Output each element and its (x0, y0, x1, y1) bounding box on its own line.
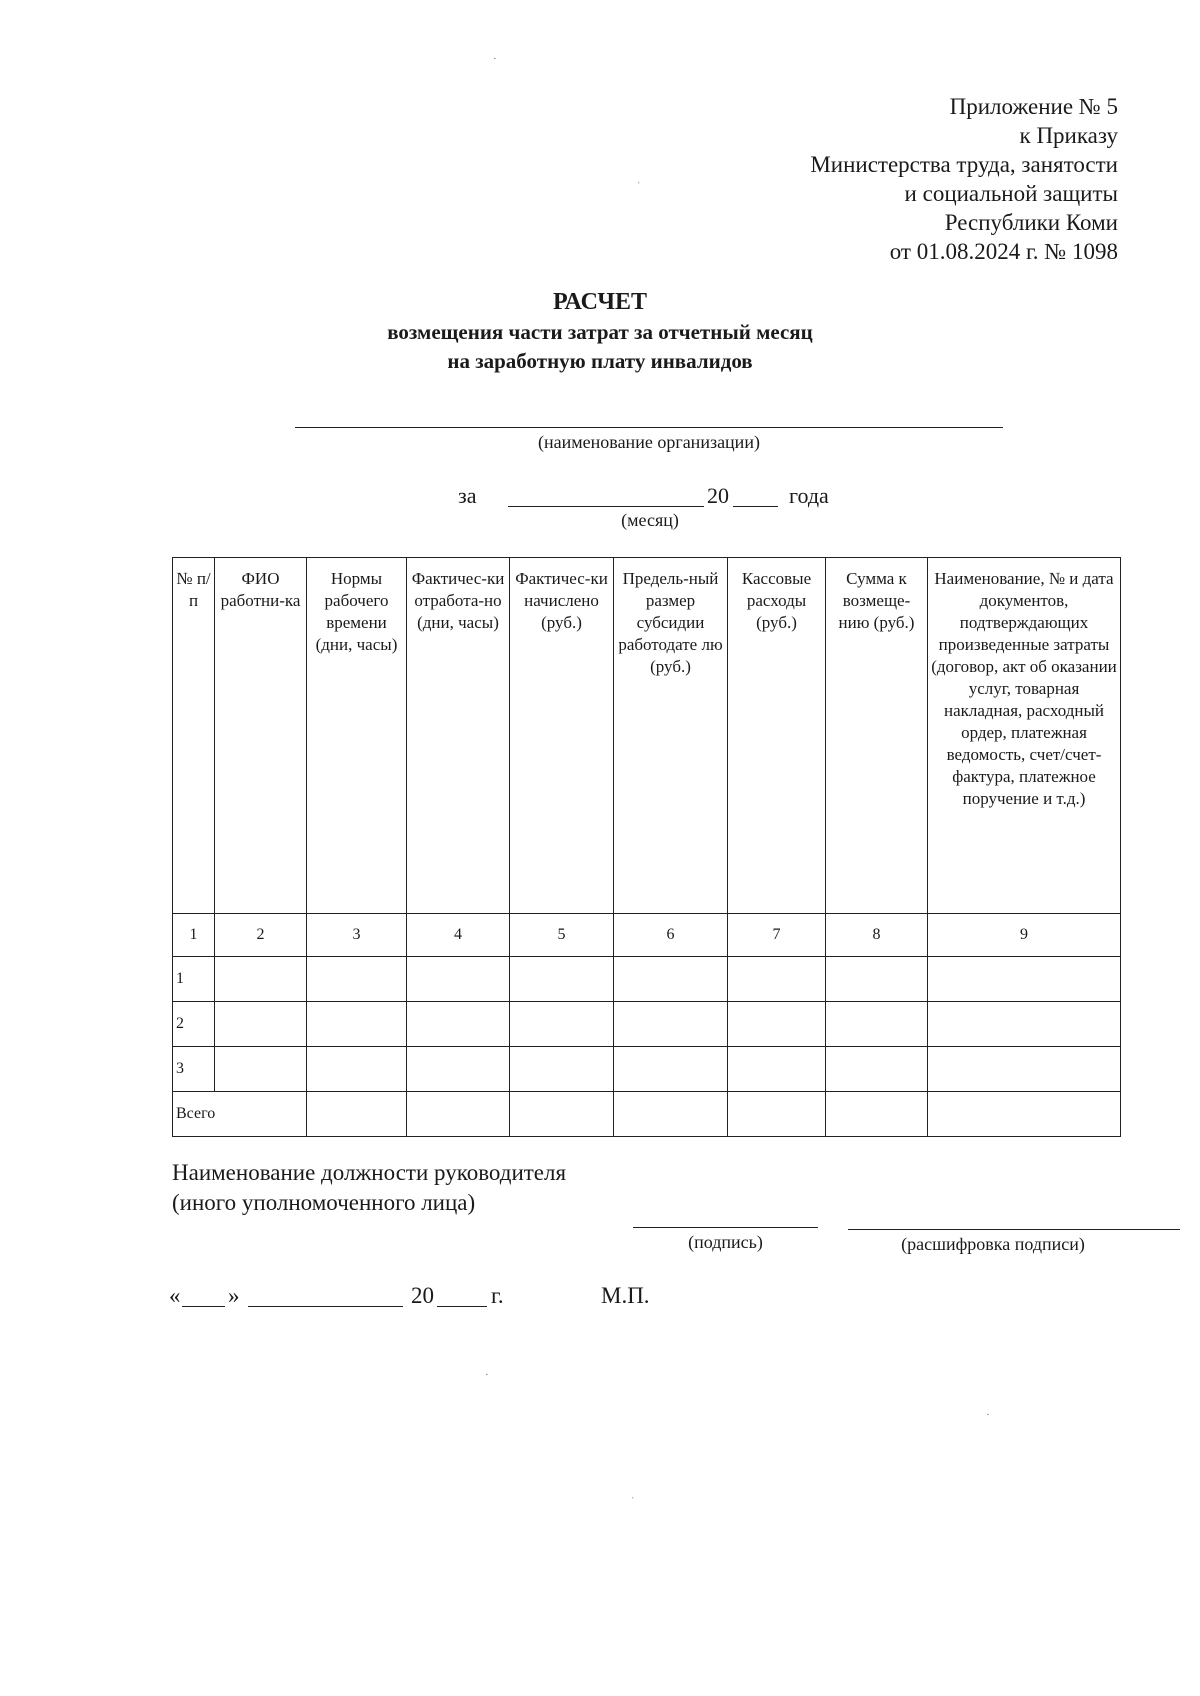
header-row (173, 558, 1121, 914)
appendix-line: Республики Коми (944, 210, 1118, 235)
header-cell: Фактичес-ки отработа-но (дни, часы) (407, 558, 510, 914)
table-cell[interactable] (215, 1047, 307, 1092)
total-label: Всего (173, 1092, 307, 1137)
scan-speck: · (485, 1369, 489, 1381)
table-cell[interactable] (307, 1002, 407, 1047)
table-cell[interactable] (826, 1002, 928, 1047)
appendix-block (598, 92, 1118, 266)
table-cell[interactable] (928, 957, 1121, 1002)
scan-speck: · (493, 53, 497, 65)
date-year-field[interactable] (437, 1306, 487, 1307)
period-suffix: года (789, 483, 829, 508)
table-cell[interactable] (215, 957, 307, 1002)
column-number: 9 (928, 914, 1121, 957)
table-cell[interactable] (407, 957, 510, 1002)
column-number-row (173, 914, 1121, 957)
table-cell[interactable] (928, 1047, 1121, 1092)
table-cell[interactable] (826, 1092, 928, 1137)
date-year-suffix: г. (491, 1283, 504, 1308)
table-cell[interactable] (510, 1047, 614, 1092)
column-number: 1 (173, 914, 215, 957)
appendix-line: и социальной защиты (904, 181, 1118, 206)
date-month-field[interactable] (248, 1306, 403, 1307)
title-main: РАСЧЕТ (552, 289, 648, 315)
column-number: 5 (510, 914, 614, 957)
table-cell[interactable] (407, 1047, 510, 1092)
table-row (173, 957, 1121, 1002)
table-cell[interactable] (728, 1002, 826, 1047)
column-number: 6 (614, 914, 728, 957)
column-number: 3 (307, 914, 407, 957)
scan-speck: ˌ (637, 172, 641, 184)
table-cell[interactable] (510, 1002, 614, 1047)
month-field[interactable] (508, 506, 704, 507)
signature-decode-caption: (расшифровка подписи) (901, 1234, 1085, 1254)
year-field[interactable] (733, 506, 778, 507)
header-cell: Сумма к возмеще-нию (руб.) (826, 558, 928, 914)
table-cell[interactable] (307, 1047, 407, 1092)
row-number: 2 (173, 1002, 215, 1047)
document-title (0, 287, 1200, 376)
scan-speck: · (986, 1409, 990, 1421)
organization-caption: (наименование организации) (538, 432, 760, 452)
table-cell[interactable] (215, 1002, 307, 1047)
signature-decode-field[interactable] (848, 1229, 1180, 1230)
header-cell: Предель-ный размер субсидии работодате лю (руб.) (614, 558, 728, 914)
table-cell[interactable] (614, 1092, 728, 1137)
table-cell[interactable] (510, 957, 614, 1002)
period-prefix: за (458, 483, 477, 508)
table-cell[interactable] (407, 1092, 510, 1137)
table-cell[interactable] (307, 957, 407, 1002)
column-number: 2 (215, 914, 307, 957)
organization-name-field[interactable] (295, 427, 1003, 428)
signatory-title (172, 1158, 566, 1218)
title-line-3: на заработную плату инвалидов (447, 349, 753, 373)
column-number: 7 (728, 914, 826, 957)
table-cell[interactable] (928, 1092, 1121, 1137)
table-cell[interactable] (407, 1002, 510, 1047)
table-cell[interactable] (728, 1092, 826, 1137)
appendix-line: к Приказу (1019, 123, 1118, 148)
table-cell[interactable] (728, 957, 826, 1002)
day-field[interactable] (182, 1306, 225, 1307)
table-cell[interactable] (614, 957, 728, 1002)
table-row (173, 1002, 1121, 1047)
signatory-title-line: Наименование должности руководителя (172, 1160, 567, 1185)
month-caption: (месяц) (621, 510, 679, 530)
table-cell[interactable] (928, 1002, 1121, 1047)
header-cell: Кассовые расходы (руб.) (728, 558, 826, 914)
header-cell: ФИО работни-ка (215, 558, 307, 914)
signature-caption: (подпись) (688, 1232, 763, 1252)
column-number: 8 (826, 914, 928, 957)
table-cell[interactable] (614, 1047, 728, 1092)
table-cell[interactable] (307, 1092, 407, 1137)
row-number: 1 (173, 957, 215, 1002)
appendix-line: Министерства труда, занятости (810, 152, 1118, 177)
column-number: 4 (407, 914, 510, 957)
header-cell: Наименование, № и дата документов, подтверждающих произведенные затраты (договор, акт об оказании услуг, товарная накладная, расходный ордер, платежная ведомость, счет/счет-фактура, платежное поручение и т.д.) (928, 558, 1121, 914)
date-close-quote: » (228, 1283, 240, 1308)
appendix-line: Приложение № 5 (949, 94, 1118, 119)
stamp-place: М.П. (601, 1283, 650, 1308)
title-line-2: возмещения части затрат за отчетный месяц (387, 320, 813, 344)
period-year-prefix: 20 (707, 483, 729, 508)
calculation-table (172, 557, 1121, 1137)
table-cell[interactable] (826, 957, 928, 1002)
signatory-title-line: (иного уполномоченного лица) (172, 1190, 476, 1215)
total-row (173, 1092, 1121, 1137)
header-cell: № п/п (173, 558, 215, 914)
signature-field[interactable] (633, 1227, 818, 1228)
table-cell[interactable] (614, 1002, 728, 1047)
table-cell[interactable] (826, 1047, 928, 1092)
date-open-quote: « (169, 1283, 181, 1308)
table-cell[interactable] (728, 1047, 826, 1092)
table-row (173, 1047, 1121, 1092)
date-year-prefix: 20 (411, 1283, 434, 1308)
row-number: 3 (173, 1047, 215, 1092)
header-cell: Фактичес-ки начислено (руб.) (510, 558, 614, 914)
table-cell[interactable] (510, 1092, 614, 1137)
scan-speck: ˌ (631, 1487, 635, 1499)
appendix-line: от 01.08.2024 г. № 1098 (889, 239, 1118, 264)
header-cell: Нормы рабочего времени (дни, часы) (307, 558, 407, 914)
